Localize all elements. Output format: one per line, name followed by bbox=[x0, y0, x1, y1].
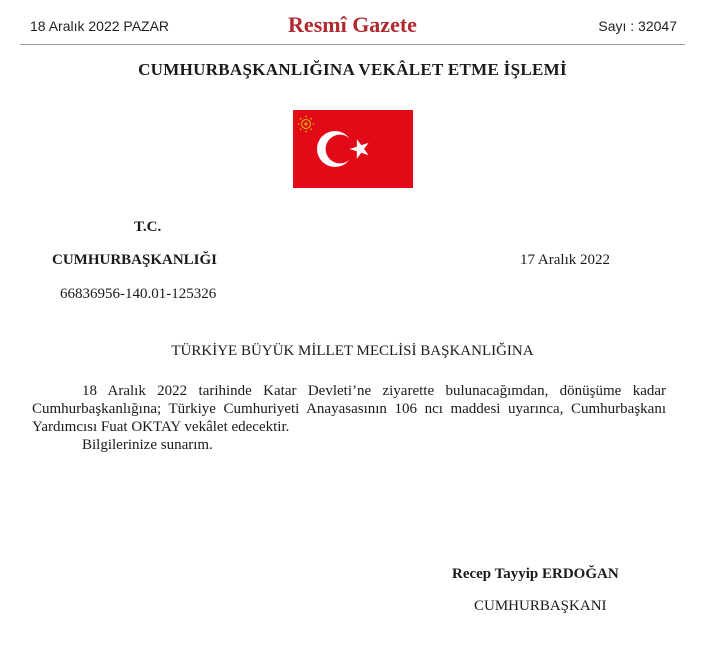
gazette-header bbox=[20, 0, 685, 45]
closing-line: Bilgilerinize sunarım. bbox=[82, 437, 213, 453]
reference-number: 66836956-140.01-125326 bbox=[60, 286, 217, 302]
body-paragraph: 18 Aralık 2022 tarihinde Katar Devleti’ne ziyarette bulunacağımdan, dönüşüme kadar Cumhurbaşkanlığına; Türkiye Cumhuriyeti Anayasasının 106 ncı maddesi uyarınca, Cumhurbaşkanı Yardımcısı Fuat OKTAY vekâlet edecektir. bbox=[32, 383, 666, 435]
signer-name: Recep Tayyip ERDOĞAN bbox=[452, 566, 619, 582]
sender-country: T.C. bbox=[134, 219, 162, 235]
document-title: CUMHURBAŞKANLIĞINA VEKÂLET ETME İŞLEMİ bbox=[138, 60, 567, 79]
presidential-seal-flag-icon bbox=[293, 110, 413, 188]
sender-institution: CUMHURBAŞKANLIĞI bbox=[52, 252, 218, 268]
letter-body bbox=[32, 382, 666, 454]
letter-date: 17 Aralık 2022 bbox=[520, 252, 610, 268]
header-title: Resmî Gazete bbox=[288, 12, 417, 37]
header-issue-number: Sayı : 32047 bbox=[598, 18, 677, 34]
header-date: 18 Aralık 2022 PAZAR bbox=[30, 18, 170, 34]
signer-title: CUMHURBAŞKANI bbox=[474, 598, 607, 614]
addressee: TÜRKİYE BÜYÜK MİLLET MECLİSİ BAŞKANLIĞINA bbox=[171, 343, 534, 359]
